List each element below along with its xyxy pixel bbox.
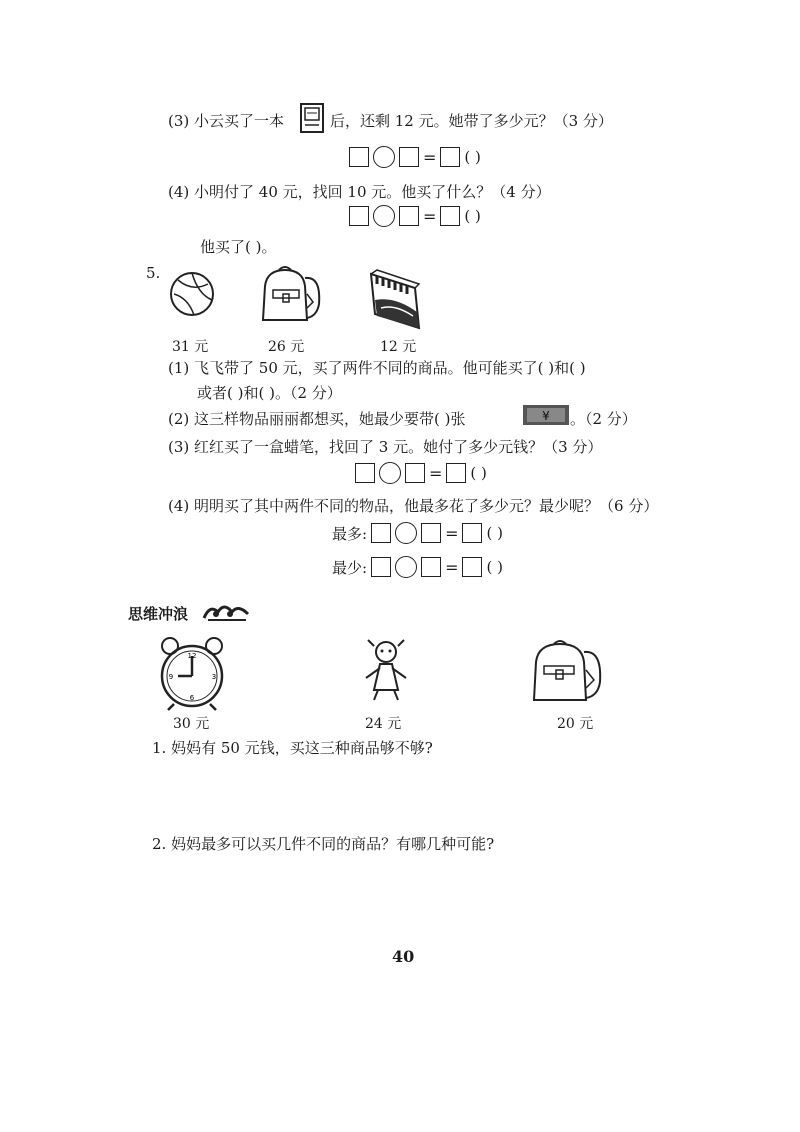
volleyball-icon: [168, 270, 216, 318]
backpack-icon: [528, 638, 608, 706]
answer-box[interactable]: [421, 557, 441, 577]
svg-text:3: 3: [211, 673, 217, 681]
operator-circle[interactable]: [379, 462, 401, 484]
unit-paren[interactable]: ( ): [464, 148, 481, 166]
unit-paren[interactable]: ( ): [486, 558, 503, 576]
operator-circle[interactable]: [373, 205, 395, 227]
equation-q5-3: [355, 462, 487, 484]
q4-answer-line[interactable]: 他买了( )。: [200, 238, 277, 256]
svg-text:¥: ¥: [542, 409, 550, 423]
svg-text:9: 9: [168, 673, 174, 681]
unit-paren[interactable]: ( ): [486, 524, 503, 542]
q4-item4: (4) 小明付了 40 元，找回 10 元。他买了什么？（4 分）: [168, 183, 551, 201]
answer-box[interactable]: [421, 523, 441, 543]
answer-box[interactable]: [440, 206, 460, 226]
answer-box[interactable]: [440, 147, 460, 167]
backpack-icon: [255, 264, 327, 328]
price-crayons: 12 元: [380, 339, 417, 355]
wave-icon: [202, 600, 250, 622]
answer-box[interactable]: [371, 557, 391, 577]
q5-item3: (3) 红红买了一盒蜡笔，找回了 3 元。她付了多少元钱？（3 分）: [168, 438, 603, 456]
page-number: 40: [392, 947, 415, 966]
q5-item2: [168, 408, 466, 429]
q5-item1-line2: 或者( )和( )。（2 分）: [197, 384, 342, 402]
svg-text:12: 12: [187, 652, 197, 660]
book-icon: [299, 102, 325, 134]
q5-number: 5.: [146, 264, 161, 282]
equals-sign: =: [429, 463, 443, 483]
thinking-question-2: 2. 妈妈最多可以买几件不同的商品？有哪几种可能?: [152, 835, 495, 853]
answer-box[interactable]: [462, 523, 482, 543]
equation-least: [332, 556, 503, 578]
answer-box[interactable]: [399, 147, 419, 167]
price-ball: 31 元: [172, 339, 209, 355]
q5-item2-text-pre: (2) 这三样物品丽丽都想买，她最少要带( )张: [168, 410, 466, 428]
unit-paren[interactable]: ( ): [464, 207, 481, 225]
price-clock: 30 元: [173, 716, 210, 732]
price-doll: 24 元: [365, 716, 402, 732]
q5-item1-line1: (1) 飞飞带了 50 元，买了两件不同的商品。他可能买了( )和( ): [168, 359, 586, 377]
equals-sign: =: [423, 206, 437, 226]
answer-box[interactable]: [349, 147, 369, 167]
q4-item3: [168, 110, 284, 131]
crayon-box-icon: [367, 270, 423, 332]
operator-circle[interactable]: [395, 556, 417, 578]
answer-box[interactable]: [349, 206, 369, 226]
section-heading: 思维冲浪: [128, 605, 189, 623]
banknote-icon: [523, 405, 569, 425]
q4-item3-text-pre: (3) 小云买了一本: [168, 112, 285, 130]
equation-q4-4: [349, 205, 481, 227]
least-label: 最少:: [332, 558, 368, 577]
equals-sign: =: [423, 147, 437, 167]
answer-box[interactable]: [399, 206, 419, 226]
q5-item4: (4) 明明买了其中两件不同的物品，他最多花了多少元？最少呢？（6 分）: [168, 497, 659, 515]
equation-most: [332, 522, 503, 544]
answer-box[interactable]: [371, 523, 391, 543]
equals-sign: =: [445, 523, 459, 543]
operator-circle[interactable]: [373, 146, 395, 168]
operator-circle[interactable]: [395, 522, 417, 544]
thinking-question-1: 1. 妈妈有 50 元钱，买这三种商品够不够?: [152, 739, 433, 757]
equation-q4-3: [349, 146, 481, 168]
q4-item3-text-post: 后，还剩 12 元。她带了多少元？（3 分）: [330, 112, 613, 130]
svg-text:6: 6: [189, 694, 195, 702]
price-backpack-2: 20 元: [557, 716, 594, 732]
clock-icon: [156, 636, 228, 712]
answer-box[interactable]: [355, 463, 375, 483]
most-label: 最多:: [332, 524, 368, 543]
equals-sign: =: [445, 557, 459, 577]
unit-paren[interactable]: ( ): [470, 464, 487, 482]
q5-item2-text-post: 。（2 分）: [570, 410, 637, 428]
price-backpack: 26 元: [268, 339, 305, 355]
answer-box[interactable]: [462, 557, 482, 577]
doll-icon: [360, 638, 412, 702]
answer-box[interactable]: [446, 463, 466, 483]
answer-box[interactable]: [405, 463, 425, 483]
